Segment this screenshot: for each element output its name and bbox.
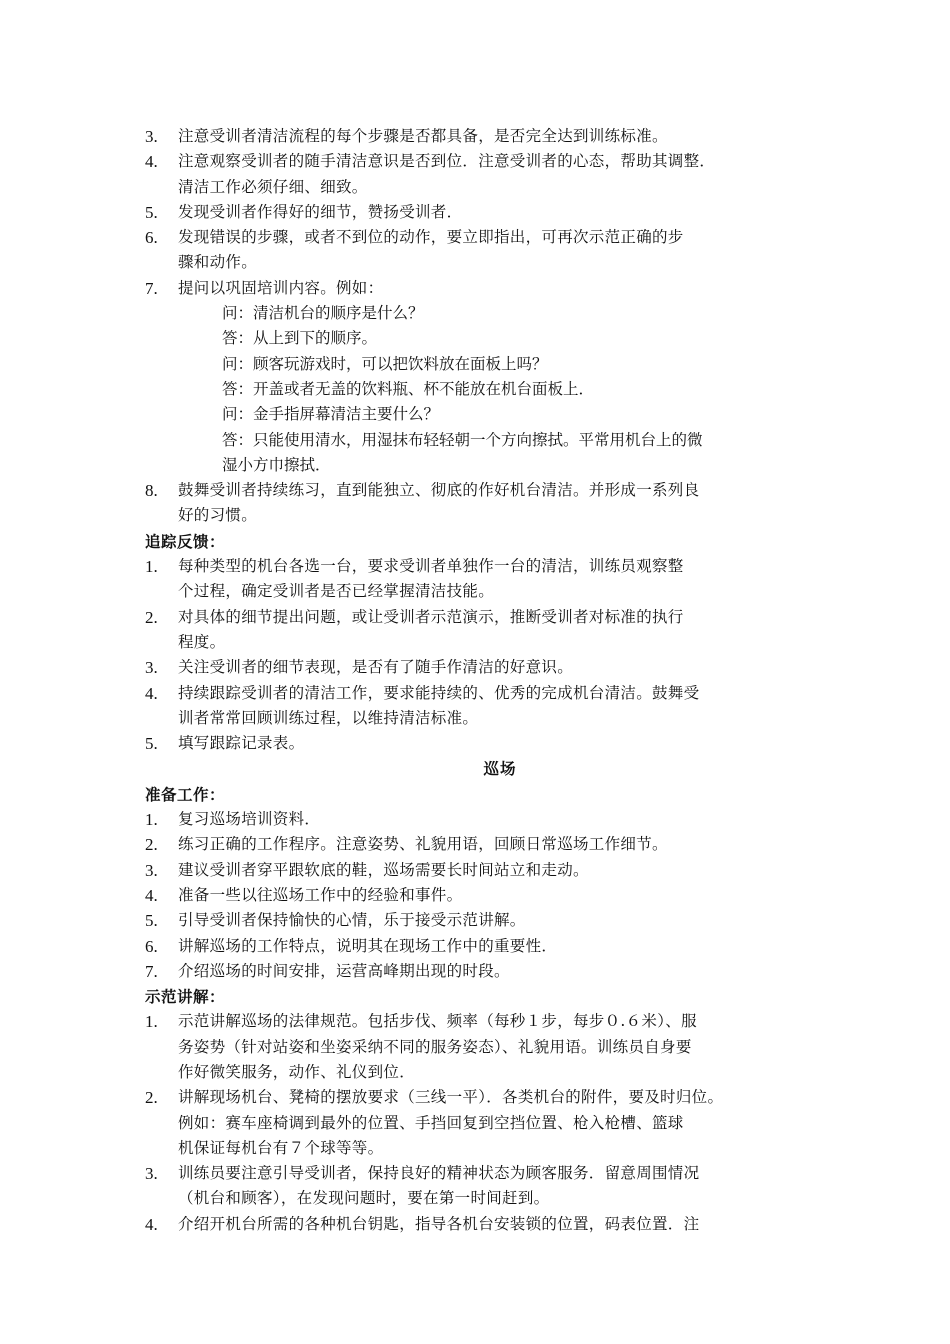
cleaning-item (145, 225, 815, 276)
prep-list (145, 807, 815, 984)
demo-item (145, 1212, 815, 1237)
followup-item (145, 731, 815, 756)
prep-heading: 准备工作： (145, 784, 226, 804)
followup-item (145, 554, 815, 605)
qa-line: 答：开盖或者无盖的饮料瓶、杯不能放在机台面板上． (222, 379, 595, 398)
cleaning-item (145, 200, 815, 225)
item-number: 1. (145, 557, 158, 577)
text-line: 注意观察受训者的随手清洁意识是否到位．注意受训者的心态，帮助其调整． (178, 152, 716, 171)
item-text (178, 124, 815, 149)
item-number: 5. (145, 911, 158, 931)
item-text (178, 554, 815, 605)
item-text (178, 1212, 815, 1237)
qa-line: 问：清洁机台的顺序是什么？ (222, 304, 424, 323)
item-number: 7. (145, 278, 158, 298)
item-number: 3. (145, 127, 158, 146)
item-text (178, 225, 815, 276)
text-line: 注意受训者清洁流程的每个步骤是否都具备，是否完全达到训练标准。 (178, 127, 668, 145)
item-number: 3. (145, 860, 158, 880)
text-line: 示范讲解巡场的法律规范。包括步伐、频率（每秒１步，每步０.６米）、服 (178, 1012, 697, 1031)
text-line: 建议受训者穿平跟软底的鞋，巡场需要长时间站立和走动。 (178, 860, 589, 879)
followup-item (145, 681, 815, 732)
item-number: 5. (145, 734, 158, 754)
text-line: 持续跟踪受训者的清洁工作，要求能持续的、优秀的完成机台清洁。鼓舞受 (178, 683, 700, 702)
item-number: 5. (145, 202, 158, 222)
demo-item (145, 1085, 815, 1161)
cleaning-checklist (145, 124, 815, 301)
item-text (178, 731, 815, 756)
demo-item (145, 1161, 815, 1212)
item-number: 8. (145, 481, 158, 501)
item-text (178, 1009, 815, 1085)
text-line: 提问以巩固培训内容。例如： (178, 278, 384, 297)
qa-line: 湿小方巾擦拭． (222, 455, 331, 474)
item-number: 2. (145, 1088, 158, 1108)
item-text (178, 478, 815, 529)
demo-item (145, 1009, 815, 1085)
text-line: 准备一些以往巡场工作中的经验和事件。 (178, 885, 463, 904)
item-number: 6. (145, 228, 158, 248)
qa-line: 问：顾客玩游戏时，可以把饮料放在面板上吗？ (222, 354, 548, 373)
followup-item (145, 605, 815, 656)
item-text (178, 681, 815, 732)
item-text (178, 807, 815, 832)
text-line: 清洁工作必须仔细、细致。 (178, 177, 368, 196)
item-text (178, 858, 815, 883)
text-line: 训练员要注意引导受训者，保持良好的精神状态为顾客服务．留意周围情况 (178, 1164, 700, 1183)
item-text (178, 959, 815, 984)
text-line: 骤和动作。 (178, 253, 258, 272)
text-line: 作好微笑服务，动作、礼仪到位． (178, 1062, 416, 1081)
item-number: 1. (145, 1012, 158, 1032)
qa-examples (145, 301, 815, 478)
item-text (178, 276, 815, 301)
item-number: 2. (145, 835, 158, 855)
item-text (178, 934, 815, 959)
prep-item (145, 959, 815, 984)
item-number: 4. (145, 683, 158, 703)
item-number: 3. (145, 1164, 158, 1184)
item-number: 3. (145, 658, 158, 678)
text-line: 发现受训者作得好的细节，赞扬受训者． (178, 202, 463, 221)
prep-item (145, 908, 815, 933)
qa-line: 答：只能使用清水，用湿抹布轻轻朝一个方向擦拭。平常用机台上的微 (222, 430, 703, 449)
followup-heading: 追踪反馈： (145, 531, 226, 551)
item-text (178, 200, 815, 225)
qa-line: 问：金手指屏幕清洁主要什么？ (222, 405, 440, 424)
item-number: 2. (145, 607, 158, 627)
followup-item (145, 655, 815, 680)
qa-line: 答：从上到下的顺序。 (222, 329, 378, 348)
text-line: 鼓舞受训者持续练习，直到能独立、彻底的作好机台清洁。并形成一系列良 (178, 481, 700, 500)
text-line: 复习巡场培训资料． (178, 810, 321, 829)
text-line: 程度。 (178, 632, 226, 651)
followup-list (145, 554, 815, 756)
text-line: 好的习惯。 (178, 506, 258, 525)
text-line: 务姿势（针对站姿和坐姿采纳不同的服务姿态）、礼貌用语。训练员自身要 (178, 1037, 692, 1056)
cleaning-item (145, 124, 815, 149)
item-text (178, 1085, 815, 1161)
text-line: 引导受训者保持愉快的心情，乐于接受示范讲解。 (178, 911, 526, 930)
text-line: 每种类型的机台各选一台，要求受训者单独作一台的清洁，训练员观察整 (178, 557, 684, 576)
item-text (178, 1161, 815, 1212)
text-line: 例如：赛车座椅调到最外的位置、手挡回复到空挡位置、枪入枪槽、篮球 (178, 1113, 684, 1132)
prep-item (145, 807, 815, 832)
text-line: 训者常常回顾训练过程，以维持清洁标准。 (178, 708, 479, 727)
text-line: 练习正确的工作程序。注意姿势、礼貌用语，回顾日常巡场工作细节。 (178, 835, 668, 854)
prep-item (145, 832, 815, 857)
cleaning-item (145, 149, 815, 200)
text-line: 填写跟踪记录表。 (178, 734, 305, 753)
item-number: 4. (145, 885, 158, 905)
item-number: 6. (145, 936, 158, 956)
cleaning-item-8 (145, 478, 815, 529)
item-text (178, 605, 815, 656)
document-body (145, 124, 815, 1237)
text-line: 讲解现场机台、凳椅的摆放要求（三线一平）．各类机台的附件，要及时归位。 (178, 1088, 724, 1107)
item-text (178, 908, 815, 933)
cleaning-item (145, 276, 815, 301)
prep-item (145, 858, 815, 883)
item-text (178, 883, 815, 908)
text-line: 发现错误的步骤，或者不到位的动作，要立即指出，可再次示范正确的步 (178, 228, 684, 247)
item-text (178, 655, 815, 680)
item-number: 4. (145, 1214, 158, 1234)
text-line: （机台和顾客），在发现问题时，要在第一时间赶到。 (178, 1189, 550, 1208)
demo-heading: 示范讲解： (145, 987, 226, 1007)
text-line: 介绍开机台所需的各种机台钥匙，指导各机台安装锁的位置，码表位置．注 (178, 1214, 700, 1233)
text-line: 讲解巡场的工作特点，说明其在现场工作中的重要性． (178, 936, 558, 955)
cleaning-item (145, 478, 815, 529)
text-line: 关注受训者的细节表现，是否有了随手作清洁的好意识。 (178, 658, 574, 677)
item-text (178, 149, 815, 200)
item-number: 7. (145, 961, 158, 981)
prep-item (145, 934, 815, 959)
item-text (178, 832, 815, 857)
demo-list (145, 1009, 815, 1237)
section-title-patrol: 巡场 (483, 759, 517, 779)
item-number: 4. (145, 152, 158, 172)
prep-item (145, 883, 815, 908)
text-line: 对具体的细节提出问题，或让受训者示范演示，推断受训者对标准的执行 (178, 607, 684, 626)
text-line: 介绍巡场的时间安排，运营高峰期出现的时段。 (178, 961, 510, 980)
text-line: 机保证每机台有７个球等等。 (178, 1138, 384, 1157)
text-line: 个过程，确定受训者是否已经掌握清洁技能。 (178, 582, 495, 601)
item-number: 1. (145, 810, 158, 830)
